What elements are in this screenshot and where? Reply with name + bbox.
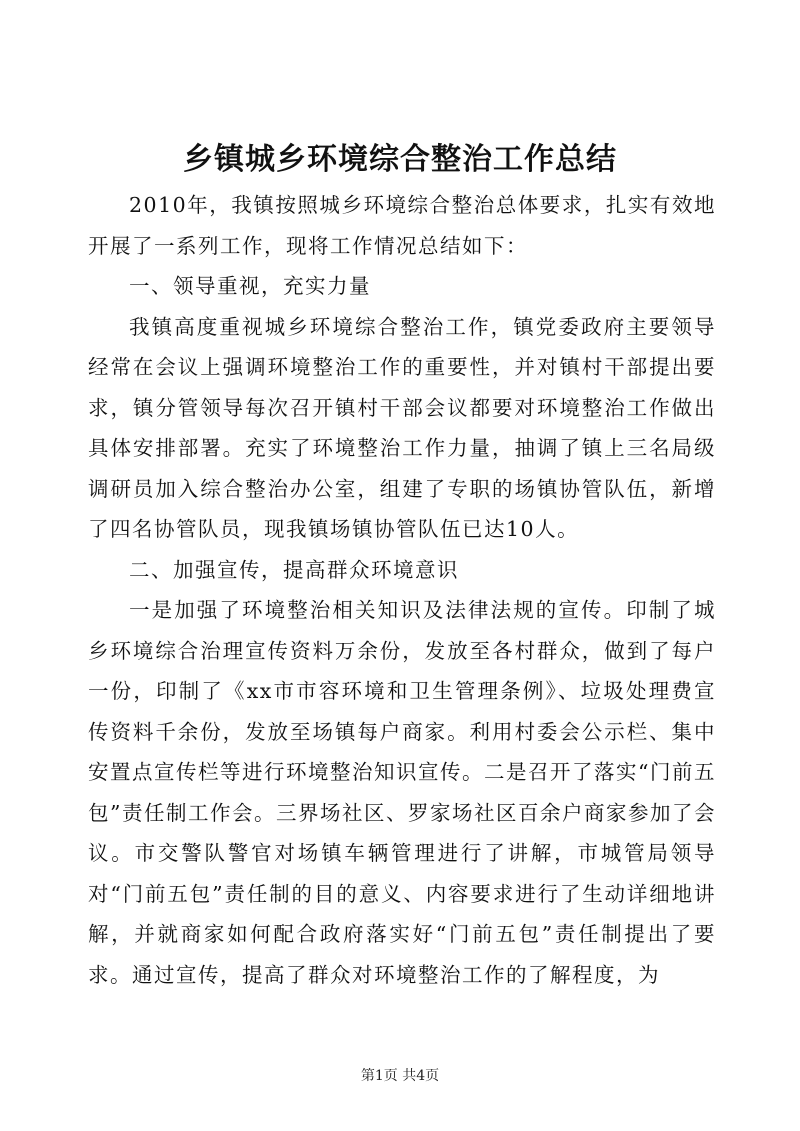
intro-paragraph: 2010年，我镇按照城乡环境综合整治总体要求，扎实有效地开展了一系列工作，现将工作情况总结如下： [88, 193, 716, 258]
document-body [88, 185, 716, 995]
section-heading-1: 一、领导重视，充实力量 [129, 274, 371, 298]
section-heading-2: 二、加强宣传，提高群众环境意识 [129, 557, 459, 582]
page-footer: 第1页 共4页 [360, 1068, 440, 1084]
section-2-paragraph: 一是加强了环境整治相关知识及法律法规的宣传。印制了城乡环境综合治理宣传资料万余份，发放至各村群众，做到了每户一份，印制了《xx市市容环境和卫生管理条例》、垃圾处理费宣传资料千余份，发放至场镇每户商家。利用村委会公示栏、集中安置点宣传栏等进行环境整治知识宣传。二是召开了落实“门前五包”责任制工作会。三界场社区、罗家场社区百余户商家参加了会议。市交警队警官对场镇车辆管理进行了讲解，市城管局领导对“门前五包”责任制的目的意义、内容要求进行了生动详细地讲解，并就商家如何配合政府落实好“门前五包”责任制提出了要求。通过宣传，提高了群众对环境整治工作的了解程度，为 [88, 598, 716, 987]
section-1-paragraph: 我镇高度重视城乡环境综合整治工作，镇党委政府主要领导经常在会议上强调环境整治工作的重要性，并对镇村干部提出要求，镇分管领导每次召开镇村干部会议都要对环境整治工作做出具体安排部署。充实了环境整治工作力量，抽调了镇上三名局级调研员加入综合整治办公室，组建了专职的场镇协管队伍，新增了四名协管队员，现我镇场镇协管队伍已达10人。 [88, 314, 716, 541]
document-title: 乡镇城乡环境综合整治工作总结 [183, 142, 617, 177]
